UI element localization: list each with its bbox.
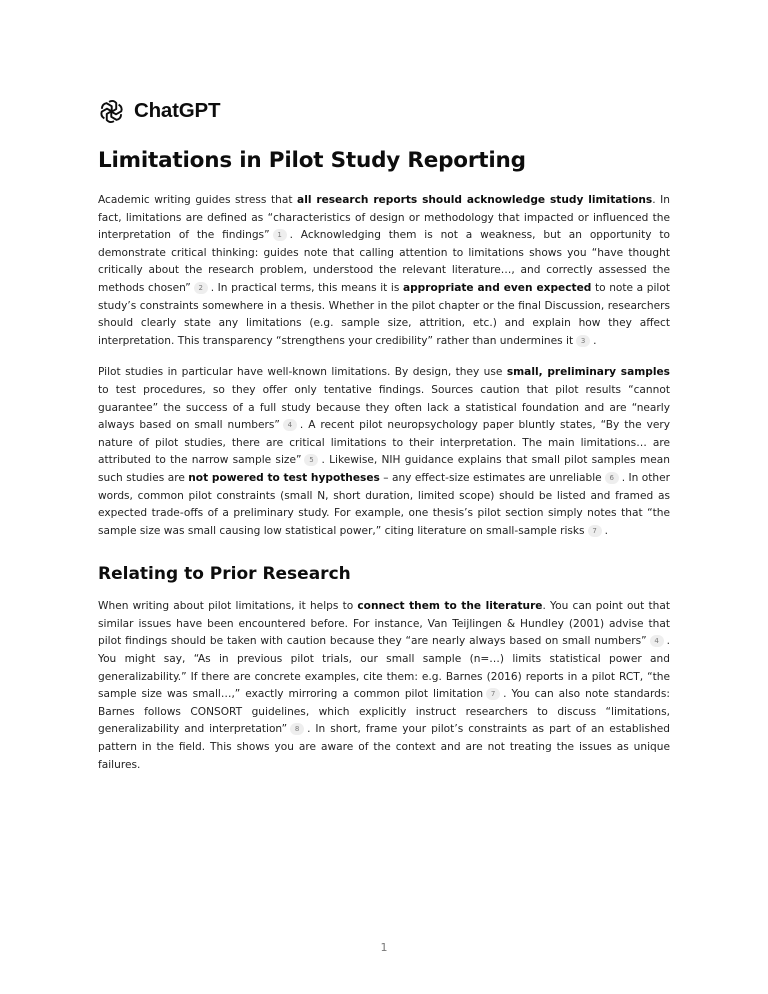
document-page (98, 96, 670, 774)
text-run: . You might say, “As in previous pilot trials, our small sample (n=…) limits statistical power and generalizability.” If there are concrete examples, cite them: e.g. Barnes (2016) reports in a pilot RCT, “the sample size was small…,” exactly mirroring a common pilot limitation (98, 635, 670, 701)
text-run: . Acknowledging them is not a weakness, but an opportunity to demonstrate critical thinking: guides note that calling attention to limitations shows you “have thought critically about the research problem, understood the relevant literature…, and correctly assessed the methods chosen” (98, 229, 671, 294)
citation-badge[interactable]: 4 (283, 419, 297, 431)
text-run: . Likewise, NIH guidance explains that small pilot samples mean such studies are (98, 454, 671, 484)
brand-header (98, 96, 670, 126)
text-run: . In other words, common pilot constraints (small N, short duration, limited scope) should be listed and framed as expected trade-offs of a preliminary study. For example, one thesis’s pilot section simply notes that “the sample size was small causing low statistical power,” citing literature on small-sample risks (98, 471, 670, 537)
text-run: – any effect-size estimates are unreliable (379, 471, 602, 484)
citation-badge[interactable]: 1 (273, 229, 287, 241)
openai-logo-icon (98, 98, 125, 125)
citation-badge[interactable]: 8 (290, 723, 304, 735)
text-run: . In fact, limitations are defined as “characteristics of design or methodology that impacted or influenced the interpretation of the findings” (98, 194, 671, 242)
citation-badge[interactable]: 7 (486, 688, 500, 700)
text-run: . A recent pilot neuropsychology paper bluntly states, “By the very nature of pilot studies, there are critical limitations to their interpretation. The main limitations… are attributed to the narrow sample size” (98, 419, 670, 467)
paragraph-prior-research (98, 598, 670, 774)
text-run: . You can point out that similar issues have been encountered before. For instance, Van Teijlingen & Hundley (2001) advise that pilot findings should be taken with caution because they “are nearly always based on small numbers” (98, 600, 671, 648)
section-heading: Relating to Prior Research (98, 564, 351, 585)
text-run: Academic writing guides stress that (98, 194, 298, 206)
paragraph-pilot-limitations (98, 364, 670, 540)
text-run: . In practical terms, this means it is (210, 281, 403, 294)
text-run: to note a pilot study’s constraints somewhere in a thesis. Whether in the pilot chapter or the final Discussion, researchers should clearly state any limitations (e.g. sample size, attrition, etc.) and explain how they affect interpretation. This transparency “strengthens your credibility” rather than undermines it (98, 281, 670, 347)
paragraph-limitations-intro (98, 192, 670, 350)
text-run: to test procedures, so they offer only tentative findings. Sources caution that pilot results “cannot guarantee” the success of a full study because they often lack a statistical foundation and are “nearly always based on small numbers” (98, 383, 670, 432)
text-run: When writing about pilot limitations, it helps to (98, 600, 358, 613)
citation-badge[interactable]: 6 (605, 472, 619, 484)
citation-badge[interactable]: 2 (194, 282, 208, 294)
citation-badge[interactable]: 4 (650, 635, 664, 647)
text-run: . In short, frame your pilot’s constraints as part of an established pattern in the field. This shows you are aware of the context and are not treating the issues as unique failures. (98, 723, 670, 771)
bold-text: connect them to the literature (357, 600, 543, 613)
bold-text: appropriate and even expected (402, 281, 592, 294)
text-run: Pilot studies in particular have well-known limitations. By design, they use (98, 366, 507, 379)
page-title: Limitations in Pilot Study Reporting (98, 148, 526, 173)
brand-name: ChatGPT (134, 99, 221, 122)
bold-text: all research reports should acknowledge study limitations (297, 194, 653, 206)
page-number: 1 (380, 941, 388, 954)
text-run: . (593, 334, 597, 347)
bold-text: small, preliminary samples (506, 366, 670, 379)
citation-badge[interactable]: 7 (588, 525, 602, 537)
citation-badge[interactable]: 3 (576, 335, 590, 347)
citation-badge[interactable]: 5 (304, 454, 318, 466)
text-run: . (604, 524, 608, 537)
bold-text: not powered to test hypotheses (188, 471, 380, 484)
text-run: . You can also note standards: Barnes follows CONSORT guidelines, which explicitly instruct researchers to discuss “limitations, generalizability and interpretation” (98, 688, 670, 736)
